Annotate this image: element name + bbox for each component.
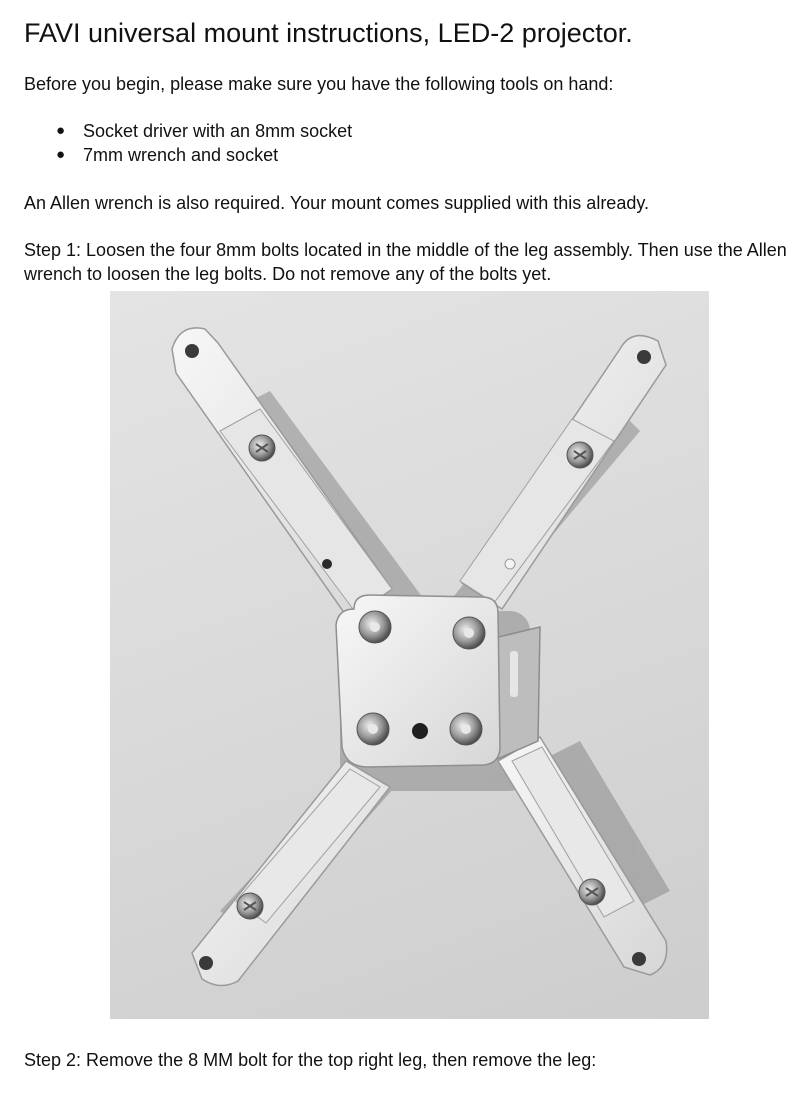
- list-item: [24, 119, 352, 143]
- mount-hole-icon: [199, 956, 213, 970]
- page-title: FAVI universal mount instructions, LED-2 projector.: [24, 18, 633, 48]
- tools-list: [24, 119, 352, 167]
- leg-top-left: [172, 328, 392, 621]
- leg-bottom-left: [192, 761, 390, 986]
- slot-hole-icon: [505, 559, 515, 569]
- bullet-icon: ●: [56, 146, 66, 163]
- mount-hole-icon: [637, 350, 651, 364]
- bullet-icon: ●: [56, 122, 66, 139]
- mount-hole-icon: [632, 952, 646, 966]
- leg-top-right: [460, 336, 666, 609]
- allen-wrench-note: An Allen wrench is also required. Your mount comes supplied with this already.: [24, 193, 650, 213]
- tool-label: 7mm wrench and socket: [83, 145, 279, 165]
- mount-hole-icon: [185, 344, 199, 358]
- list-item: [24, 143, 352, 167]
- tool-label: Socket driver with an 8mm socket: [83, 121, 353, 141]
- mount-illustration: [110, 291, 709, 1019]
- center-plate: [336, 595, 500, 767]
- slot-hole-icon: [322, 559, 332, 569]
- step-2-text: Step 2: Remove the 8 MM bolt for the top right leg, then remove the leg:: [24, 1050, 597, 1070]
- intro-paragraph: Before you begin, please make sure you have the following tools on hand:: [24, 74, 614, 94]
- center-hole-icon: [412, 723, 428, 739]
- step-1-text: Step 1: Loosen the four 8mm bolts located in the middle of the leg assembly. Then use the Allen wrench to loosen the leg bolts. Do not remove any of the bolts yet.: [24, 240, 787, 284]
- mount-photo: [110, 291, 709, 1019]
